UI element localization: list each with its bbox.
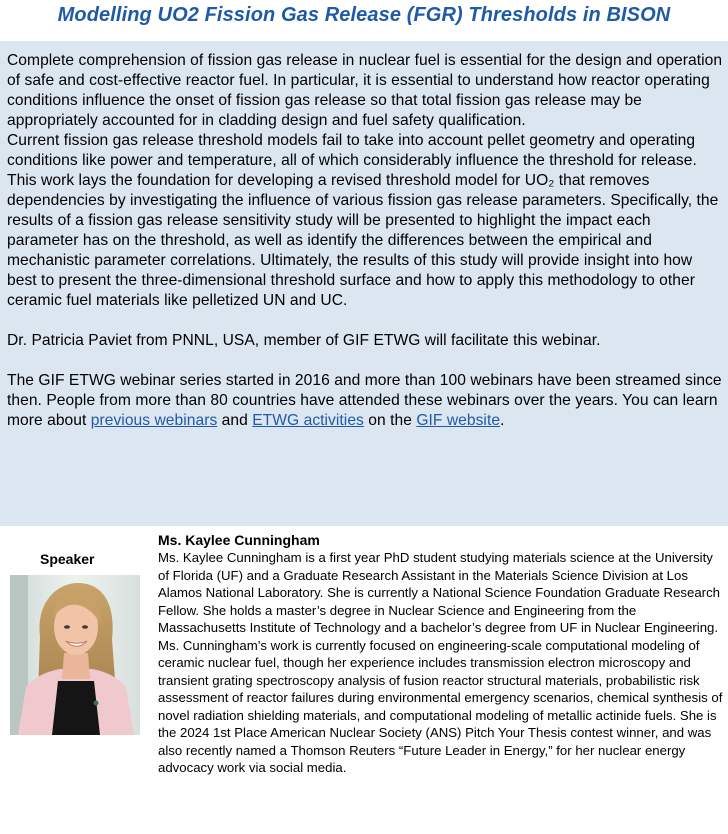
on-the-text: on the bbox=[363, 412, 417, 429]
page-title: Modelling UO2 Fission Gas Release (FGR) Thresholds in BISON bbox=[57, 4, 671, 26]
speaker-bio: Ms. Kaylee Cunningham is a first year PhD student studying materials science at the University of Florida (UF) and a Graduate Research Assistant in the Materials Science Division at Los Alamos National Laboratory. She is currently a National Science Foundation Graduate Research Fellow. She holds a master’s degree in Nuclear Science and Engineering from the Massachusetts Institute of Technology and a bachelor’s degree from UF in Nuclear Engineering. Ms. Cunningham’s work is currently focused on engineering-scale computational modeling of ceramic nuclear fuel, though her experience includes transmission electron microscopy and transient grating spectroscopy analysis of fusion reactor structural materials, probabilistic risk assessment of reactor failures during environmental emergency scenarios, chemical synthesis of novel radiation shielding materials, and computational modeling of metallic actinide fuels. She is the 2024 1st Place American Nuclear Society (ANS) Pitch Your Thesis contest winner, and was also recently named a Thomson Reuters “Future Leader in Energy,” for her nuclear energy advocacy work via social media. bbox=[158, 550, 723, 775]
series-paragraph bbox=[7, 371, 724, 431]
abstract-section bbox=[0, 41, 728, 526]
speaker-name: Ms. Kaylee Cunningham bbox=[158, 532, 320, 548]
abstract-paragraph-1: Complete comprehension of fission gas release in nuclear fuel is essential for the design and operation of safe and cost-effective reactor fuel. In particular, it is essential to understand how reactor operating conditions influence the onset of fission gas release so that total fission gas release may be appropriately accounted for in cladding design and fuel safety qualification. bbox=[7, 52, 723, 129]
etwg-activities-link[interactable]: ETWG activities bbox=[252, 412, 364, 429]
facilitator-paragraph: Dr. Patricia Paviet from PNNL, USA, member of GIF ETWG will facilitate this webinar. bbox=[7, 332, 601, 349]
abstract-paragraph-2: Current fission gas release threshold models fail to take into account pellet geometry and operating conditions like power and temperature, all of which considerably influence the threshold for release. This work lays the foundation for developing a revised threshold model for UO₂ that removes dependencies by investigating the influence of various fission gas release parameters. Specifically, the results of a fission gas release sensitivity study will be presented to highlight the impact each parameter has on the threshold, as well as identify the differences between the empirical and mechanistic parameter correlations. Ultimately, the results of this study will provide insight into how best to present the three-dimensional threshold surface and how to apply this methodology to other ceramic fuel materials like pelletized UN and UC. bbox=[7, 132, 719, 309]
and-text: and bbox=[217, 412, 253, 429]
gif-website-link[interactable]: GIF website bbox=[416, 412, 501, 429]
speaker-photo bbox=[10, 575, 140, 735]
period-text: . bbox=[500, 412, 505, 429]
series-text: The GIF ETWG webinar series started in 2016 and more than 100 webinars have been streamed since then. People from more than 80 countries have attended these webinars over the years. You can learn more about bbox=[7, 372, 722, 429]
speaker-bio-section bbox=[158, 531, 723, 777]
speaker-label: Speaker bbox=[40, 551, 95, 567]
previous-webinars-link[interactable]: previous webinars bbox=[90, 412, 218, 429]
